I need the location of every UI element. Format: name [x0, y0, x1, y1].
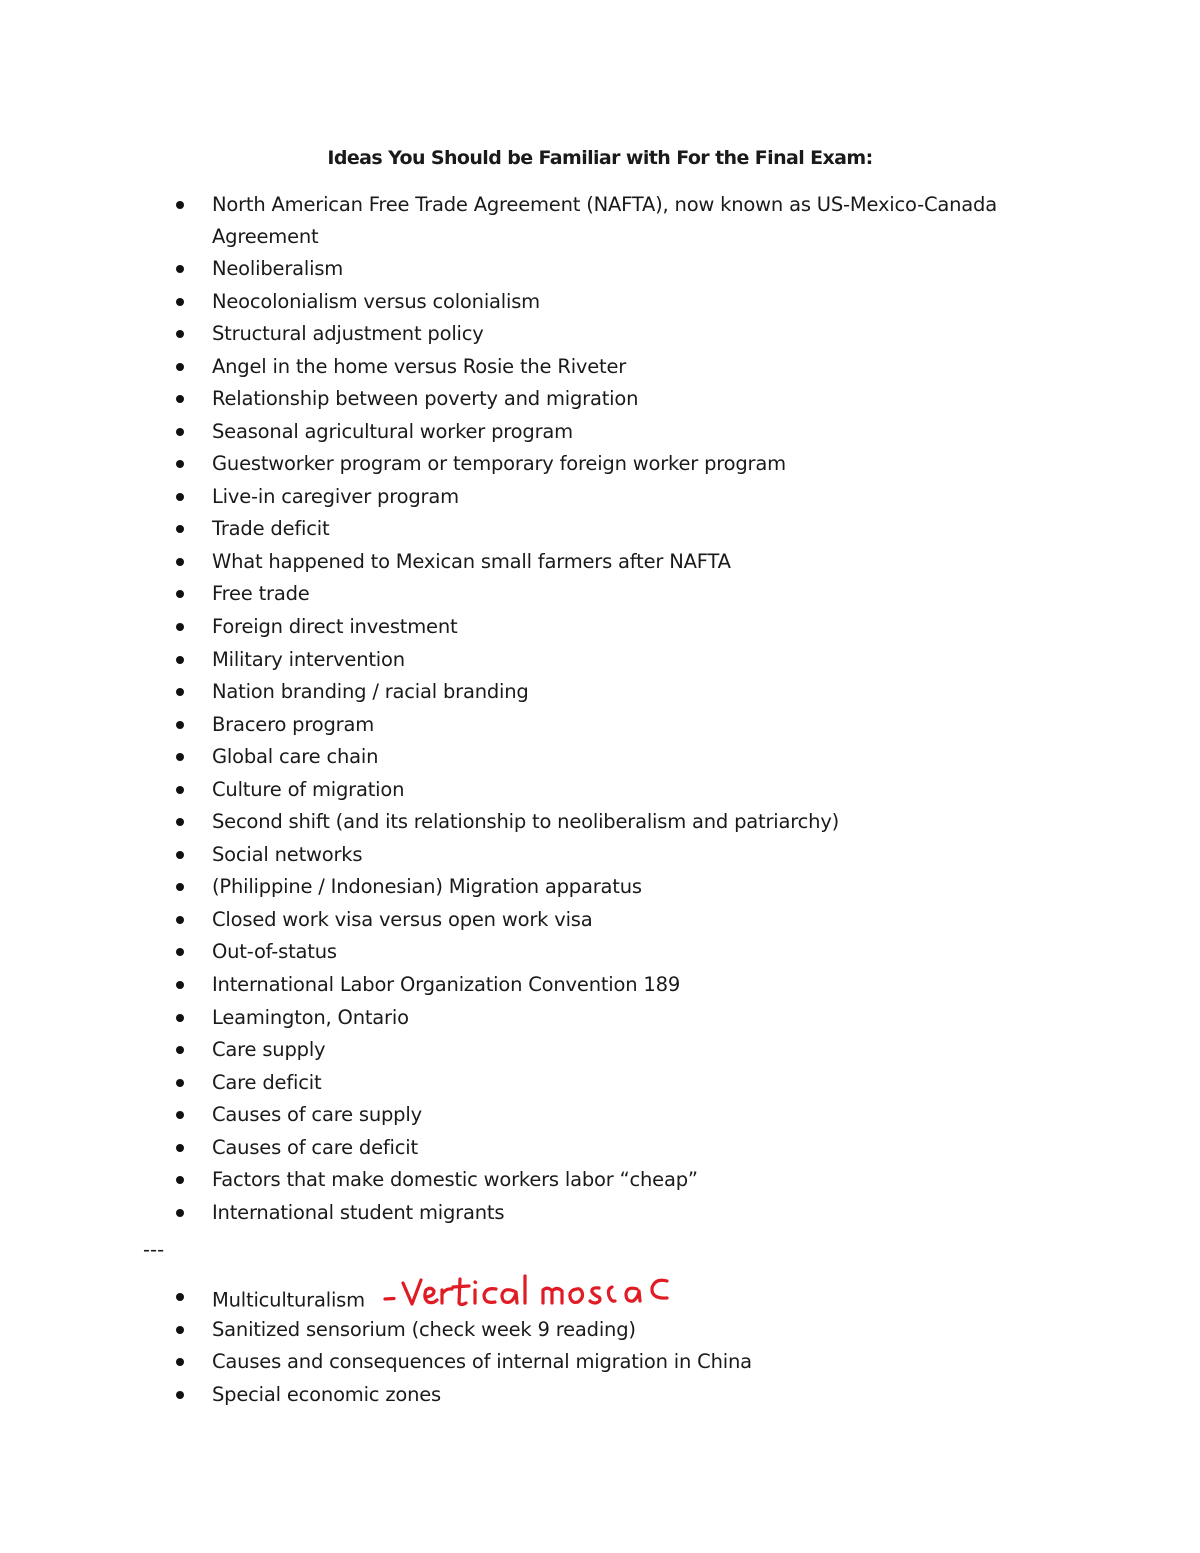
bullet-icon	[176, 948, 184, 956]
list-item	[0, 351, 1200, 384]
bullet-icon	[176, 460, 184, 468]
bullet-icon	[176, 1046, 184, 1054]
bullet-icon	[176, 493, 184, 501]
list-item-text: International Labor Organization Convention 189	[212, 973, 681, 997]
handwritten-vertical-mosaic-icon	[383, 1273, 713, 1313]
list-item-text: Multiculturalism	[212, 1288, 365, 1312]
list-item	[0, 1132, 1200, 1165]
list-item	[0, 1346, 1200, 1379]
bullet-icon	[176, 525, 184, 533]
list-item	[0, 578, 1200, 611]
bullet-icon	[176, 201, 184, 209]
bullet-icon	[176, 590, 184, 598]
list-item	[0, 189, 1200, 253]
list-item-text: Free trade	[212, 582, 310, 606]
list-item-text: Angel in the home versus Rosie the Riveter	[212, 354, 627, 378]
list-item	[0, 1379, 1200, 1412]
list-item-text: Military intervention	[212, 647, 405, 671]
list-item	[0, 1164, 1200, 1197]
list-item	[0, 1002, 1200, 1035]
list-item	[0, 481, 1200, 514]
list-item-text: North American Free Trade Agreement (NAFTA), now known as US-Mexico-Canada Agreement	[212, 193, 997, 248]
list-item	[0, 253, 1200, 286]
list-item	[0, 546, 1200, 579]
list-item	[0, 839, 1200, 872]
list-item	[0, 513, 1200, 546]
list-item-text: Relationship between poverty and migration	[212, 387, 639, 411]
list-item-text: Structural adjustment policy	[212, 322, 484, 346]
list-item	[0, 416, 1200, 449]
bullet-icon	[176, 623, 184, 631]
list-item-text: Closed work visa versus open work visa	[212, 907, 593, 931]
bullet-icon	[176, 1176, 184, 1184]
list-item-text: Neoliberalism	[212, 257, 344, 280]
list-item	[0, 871, 1200, 904]
list-item	[0, 1314, 1200, 1347]
list-item-text: Social networks	[212, 842, 363, 866]
list-item	[0, 676, 1200, 709]
list-item	[0, 1197, 1200, 1230]
list-item-text: Causes of care deficit	[212, 1135, 418, 1159]
list-item	[0, 969, 1200, 1002]
bullet-icon	[176, 981, 184, 989]
list-item	[0, 936, 1200, 969]
list-item-text: What happened to Mexican small farmers after NAFTA	[212, 549, 731, 573]
list-item	[0, 774, 1200, 807]
list-item-text: Guestworker program or temporary foreign worker program	[212, 452, 786, 476]
list-item	[0, 318, 1200, 351]
bullet-icon	[176, 818, 184, 826]
list-item-text: International student migrants	[212, 1200, 505, 1224]
list-item-text: (Philippine / Indonesian) Migration apparatus	[212, 875, 642, 899]
bullet-icon	[176, 883, 184, 891]
list-item-text: Nation branding / racial branding	[212, 680, 529, 704]
list-item	[0, 1034, 1200, 1067]
bullet-icon	[176, 1326, 184, 1334]
list-item-text: Culture of migration	[212, 777, 405, 801]
bullet-icon	[176, 753, 184, 761]
bullet-icon	[176, 1391, 184, 1399]
list-item-text: Factors that make domestic workers labor “cheap”	[212, 1168, 698, 1192]
list-item-text: Sanitized sensorium (check week 9 reading)	[212, 1317, 636, 1341]
section-separator: ---	[143, 1238, 165, 1261]
bullet-icon	[176, 851, 184, 859]
bullet-icon	[176, 298, 184, 306]
list-item	[0, 904, 1200, 937]
list-item	[0, 611, 1200, 644]
bullet-icon	[176, 916, 184, 924]
topic-list-additional	[0, 1281, 1200, 1411]
list-item-text: Trade deficit	[212, 517, 330, 541]
bullet-icon	[176, 1014, 184, 1022]
list-item-text: Causes and consequences of internal migration in China	[212, 1350, 752, 1374]
list-item	[0, 448, 1200, 481]
list-item	[0, 383, 1200, 416]
list-item-text: Foreign direct investment	[212, 615, 458, 639]
bullet-icon	[176, 1079, 184, 1087]
list-item-text: Out-of-status	[212, 940, 337, 964]
list-item	[0, 1099, 1200, 1132]
list-item	[0, 286, 1200, 319]
list-item	[0, 1067, 1200, 1100]
bullet-icon	[176, 1144, 184, 1152]
list-item-text: Neocolonialism versus colonialism	[212, 289, 540, 313]
list-item-text: Global care chain	[212, 745, 379, 769]
list-item-text: Care deficit	[212, 1070, 322, 1094]
list-item	[0, 709, 1200, 742]
list-item-text: Bracero program	[212, 712, 375, 736]
bullet-icon	[176, 721, 184, 729]
list-item-text: Special economic zones	[212, 1382, 442, 1406]
handwritten-annotation	[383, 1273, 713, 1313]
bullet-icon	[176, 1209, 184, 1217]
bullet-icon	[176, 656, 184, 664]
list-item	[0, 741, 1200, 774]
bullet-icon	[176, 428, 184, 436]
bullet-icon	[176, 363, 184, 371]
list-item-text: Care supply	[212, 1038, 326, 1062]
bullet-icon	[176, 786, 184, 794]
list-item	[0, 1281, 1200, 1314]
bullet-icon	[176, 1358, 184, 1366]
bullet-icon	[176, 395, 184, 403]
bullet-icon	[176, 265, 184, 273]
list-item-text: Second shift (and its relationship to neoliberalism and patriarchy)	[212, 810, 840, 834]
bullet-icon	[176, 688, 184, 696]
bullet-icon	[176, 1293, 184, 1301]
list-item-text: Causes of care supply	[212, 1103, 422, 1127]
list-item	[0, 644, 1200, 677]
topic-list-main	[0, 189, 1200, 1229]
bullet-icon	[176, 330, 184, 338]
bullet-icon	[176, 558, 184, 566]
bullet-icon	[176, 1111, 184, 1119]
list-item	[0, 806, 1200, 839]
list-item-text: Live-in caregiver program	[212, 484, 459, 508]
page-title: Ideas You Should be Familiar with For the Final Exam:	[327, 147, 873, 169]
list-item-text: Leamington, Ontario	[212, 1005, 409, 1029]
list-item-text: Seasonal agricultural worker program	[212, 419, 573, 443]
